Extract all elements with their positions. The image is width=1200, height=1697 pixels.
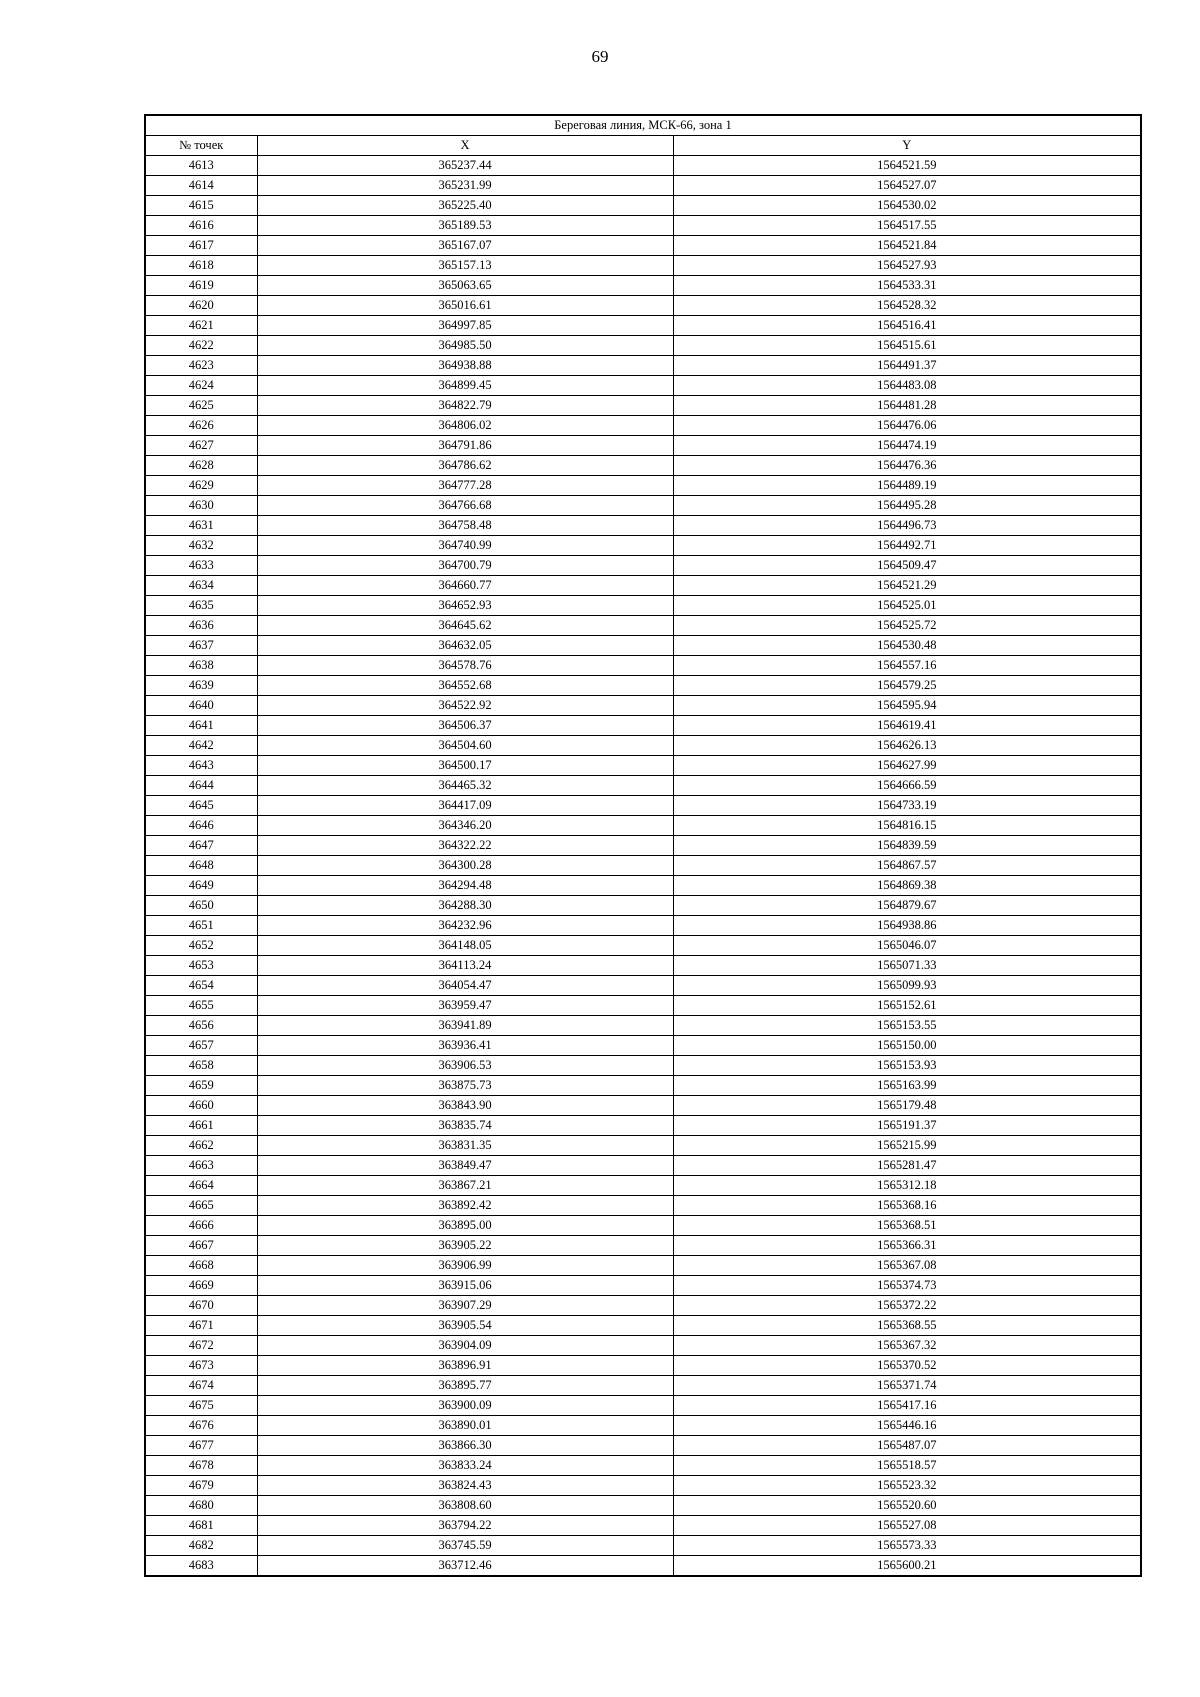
cell-y: 1564521.29: [673, 576, 1141, 596]
cell-point-number: 4624: [145, 376, 257, 396]
cell-x: 363745.59: [257, 1536, 673, 1556]
cell-y: 1564491.37: [673, 356, 1141, 376]
table-row: [145, 1296, 1141, 1316]
cell-y: 1564515.61: [673, 336, 1141, 356]
column-header-y: Y: [673, 136, 1141, 156]
cell-y: 1564733.19: [673, 796, 1141, 816]
cell-x: 363892.42: [257, 1196, 673, 1216]
cell-y: 1564521.84: [673, 236, 1141, 256]
cell-y: 1564595.94: [673, 696, 1141, 716]
cell-x: 364054.47: [257, 976, 673, 996]
cell-y: 1565215.99: [673, 1136, 1141, 1156]
cell-y: 1565153.93: [673, 1056, 1141, 1076]
cell-y: 1564489.19: [673, 476, 1141, 496]
table-body: [145, 156, 1141, 1577]
cell-y: 1564666.59: [673, 776, 1141, 796]
cell-x: 365063.65: [257, 276, 673, 296]
cell-x: 364148.05: [257, 936, 673, 956]
table-title-row: [145, 115, 1141, 136]
cell-x: 364322.22: [257, 836, 673, 856]
table-row: [145, 1536, 1141, 1556]
cell-x: 363867.21: [257, 1176, 673, 1196]
cell-point-number: 4665: [145, 1196, 257, 1216]
table-row: [145, 276, 1141, 296]
cell-point-number: 4680: [145, 1496, 257, 1516]
table-row: [145, 1176, 1141, 1196]
cell-point-number: 4664: [145, 1176, 257, 1196]
cell-point-number: 4678: [145, 1456, 257, 1476]
cell-x: 363959.47: [257, 996, 673, 1016]
cell-x: 364985.50: [257, 336, 673, 356]
cell-point-number: 4651: [145, 916, 257, 936]
cell-y: 1565312.18: [673, 1176, 1141, 1196]
table-row: [145, 316, 1141, 336]
cell-y: 1564495.28: [673, 496, 1141, 516]
cell-point-number: 4627: [145, 436, 257, 456]
table-row: [145, 1396, 1141, 1416]
cell-y: 1564525.01: [673, 596, 1141, 616]
cell-x: 364645.62: [257, 616, 673, 636]
table-row: [145, 1076, 1141, 1096]
cell-point-number: 4634: [145, 576, 257, 596]
cell-y: 1565046.07: [673, 936, 1141, 956]
cell-x: 364113.24: [257, 956, 673, 976]
cell-y: 1564525.72: [673, 616, 1141, 636]
cell-y: 1564626.13: [673, 736, 1141, 756]
table-row: [145, 1336, 1141, 1356]
cell-x: 363896.91: [257, 1356, 673, 1376]
cell-x: 363904.09: [257, 1336, 673, 1356]
cell-y: 1565417.16: [673, 1396, 1141, 1416]
cell-point-number: 4657: [145, 1036, 257, 1056]
cell-y: 1565179.48: [673, 1096, 1141, 1116]
cell-y: 1565368.51: [673, 1216, 1141, 1236]
cell-point-number: 4668: [145, 1256, 257, 1276]
cell-y: 1564879.67: [673, 896, 1141, 916]
cell-y: 1564530.02: [673, 196, 1141, 216]
cell-y: 1564867.57: [673, 856, 1141, 876]
table-row: [145, 916, 1141, 936]
cell-x: 363794.22: [257, 1516, 673, 1536]
table-row: [145, 216, 1141, 236]
table-row: [145, 1036, 1141, 1056]
table-row: [145, 716, 1141, 736]
cell-y: 1564517.55: [673, 216, 1141, 236]
cell-y: 1565366.31: [673, 1236, 1141, 1256]
cell-point-number: 4659: [145, 1076, 257, 1096]
cell-y: 1564509.47: [673, 556, 1141, 576]
cell-x: 364578.76: [257, 656, 673, 676]
cell-point-number: 4615: [145, 196, 257, 216]
cell-point-number: 4636: [145, 616, 257, 636]
table-row: [145, 956, 1141, 976]
cell-point-number: 4656: [145, 1016, 257, 1036]
cell-x: 364294.48: [257, 876, 673, 896]
cell-y: 1564530.48: [673, 636, 1141, 656]
cell-x: 365237.44: [257, 156, 673, 176]
cell-point-number: 4619: [145, 276, 257, 296]
cell-y: 1565150.00: [673, 1036, 1141, 1056]
cell-y: 1565600.21: [673, 1556, 1141, 1577]
cell-x: 364700.79: [257, 556, 673, 576]
cell-x: 363905.22: [257, 1236, 673, 1256]
table-row: [145, 1456, 1141, 1476]
cell-point-number: 4669: [145, 1276, 257, 1296]
cell-y: 1564627.99: [673, 756, 1141, 776]
cell-point-number: 4643: [145, 756, 257, 776]
cell-x: 364938.88: [257, 356, 673, 376]
cell-y: 1565191.37: [673, 1116, 1141, 1136]
table-row: [145, 296, 1141, 316]
cell-point-number: 4616: [145, 216, 257, 236]
table-row: [145, 1316, 1141, 1336]
table-row: [145, 856, 1141, 876]
cell-x: 364758.48: [257, 516, 673, 536]
cell-x: 364552.68: [257, 676, 673, 696]
cell-x: 365157.13: [257, 256, 673, 276]
table-row: [145, 1136, 1141, 1156]
table-row: [145, 336, 1141, 356]
cell-y: 1564474.19: [673, 436, 1141, 456]
cell-x: 364500.17: [257, 756, 673, 776]
table-row: [145, 1556, 1141, 1577]
table-row: [145, 1196, 1141, 1216]
cell-x: 363712.46: [257, 1556, 673, 1577]
cell-x: 363843.90: [257, 1096, 673, 1116]
cell-x: 364822.79: [257, 396, 673, 416]
table-row: [145, 376, 1141, 396]
cell-point-number: 4650: [145, 896, 257, 916]
cell-point-number: 4613: [145, 156, 257, 176]
table-row: [145, 836, 1141, 856]
page-number: 69: [591, 47, 609, 66]
cell-point-number: 4673: [145, 1356, 257, 1376]
cell-y: 1564527.93: [673, 256, 1141, 276]
cell-x: 364786.62: [257, 456, 673, 476]
table-row: [145, 1156, 1141, 1176]
table-row: [145, 1096, 1141, 1116]
cell-point-number: 4649: [145, 876, 257, 896]
cell-x: 364660.77: [257, 576, 673, 596]
table-row: [145, 796, 1141, 816]
table-row: [145, 416, 1141, 436]
cell-point-number: 4633: [145, 556, 257, 576]
cell-x: 363906.53: [257, 1056, 673, 1076]
cell-x: 365016.61: [257, 296, 673, 316]
cell-y: 1565368.55: [673, 1316, 1141, 1336]
table-header-row: [145, 136, 1141, 156]
table-row: [145, 876, 1141, 896]
table-row: [145, 456, 1141, 476]
cell-x: 364417.09: [257, 796, 673, 816]
cell-point-number: 4638: [145, 656, 257, 676]
cell-x: 364777.28: [257, 476, 673, 496]
table-row: [145, 1236, 1141, 1256]
cell-x: 363936.41: [257, 1036, 673, 1056]
cell-y: 1564869.38: [673, 876, 1141, 896]
table-row: [145, 816, 1141, 836]
cell-y: 1564476.36: [673, 456, 1141, 476]
cell-point-number: 4683: [145, 1556, 257, 1577]
cell-x: 363824.43: [257, 1476, 673, 1496]
table-row: [145, 1436, 1141, 1456]
cell-point-number: 4645: [145, 796, 257, 816]
cell-x: 363895.00: [257, 1216, 673, 1236]
table-row: [145, 736, 1141, 756]
cell-point-number: 4637: [145, 636, 257, 656]
cell-point-number: 4682: [145, 1536, 257, 1556]
cell-point-number: 4654: [145, 976, 257, 996]
table-row: [145, 1016, 1141, 1036]
cell-y: 1564481.28: [673, 396, 1141, 416]
cell-point-number: 4667: [145, 1236, 257, 1256]
cell-x: 363866.30: [257, 1436, 673, 1456]
table-row: [145, 896, 1141, 916]
cell-point-number: 4648: [145, 856, 257, 876]
table-row: [145, 1276, 1141, 1296]
cell-point-number: 4676: [145, 1416, 257, 1436]
cell-y: 1565520.60: [673, 1496, 1141, 1516]
table-row: [145, 1516, 1141, 1536]
cell-y: 1565372.22: [673, 1296, 1141, 1316]
cell-point-number: 4629: [145, 476, 257, 496]
cell-point-number: 4614: [145, 176, 257, 196]
cell-point-number: 4661: [145, 1116, 257, 1136]
cell-point-number: 4660: [145, 1096, 257, 1116]
cell-y: 1564839.59: [673, 836, 1141, 856]
cell-point-number: 4626: [145, 416, 257, 436]
cell-point-number: 4621: [145, 316, 257, 336]
cell-x: 364504.60: [257, 736, 673, 756]
cell-x: 364522.92: [257, 696, 673, 716]
cell-point-number: 4662: [145, 1136, 257, 1156]
table-row: [145, 176, 1141, 196]
cell-x: 364791.86: [257, 436, 673, 456]
table-row: [145, 236, 1141, 256]
cell-point-number: 4641: [145, 716, 257, 736]
cell-y: 1564557.16: [673, 656, 1141, 676]
cell-x: 363849.47: [257, 1156, 673, 1176]
table-row: [145, 616, 1141, 636]
cell-x: 363900.09: [257, 1396, 673, 1416]
table-row: [145, 556, 1141, 576]
cell-y: 1564516.41: [673, 316, 1141, 336]
cell-x: 363907.29: [257, 1296, 673, 1316]
cell-point-number: 4617: [145, 236, 257, 256]
cell-x: 363895.77: [257, 1376, 673, 1396]
cell-point-number: 4620: [145, 296, 257, 316]
table-row: [145, 656, 1141, 676]
table-row: [145, 776, 1141, 796]
column-header-x: X: [257, 136, 673, 156]
table-row: [145, 1476, 1141, 1496]
cell-x: 364232.96: [257, 916, 673, 936]
table-row: [145, 256, 1141, 276]
cell-x: 365167.07: [257, 236, 673, 256]
table-row: [145, 496, 1141, 516]
cell-point-number: 4642: [145, 736, 257, 756]
table-row: [145, 1216, 1141, 1236]
cell-point-number: 4644: [145, 776, 257, 796]
cell-x: 363905.54: [257, 1316, 673, 1336]
cell-y: 1565099.93: [673, 976, 1141, 996]
cell-x: 365189.53: [257, 216, 673, 236]
table-row: [145, 996, 1141, 1016]
cell-y: 1565370.52: [673, 1356, 1141, 1376]
cell-x: 364506.37: [257, 716, 673, 736]
table-row: [145, 436, 1141, 456]
table-row: [145, 1116, 1141, 1136]
cell-point-number: 4675: [145, 1396, 257, 1416]
cell-y: 1565374.73: [673, 1276, 1141, 1296]
cell-point-number: 4647: [145, 836, 257, 856]
table-row: [145, 1376, 1141, 1396]
table-row: [145, 1496, 1141, 1516]
cell-y: 1564533.31: [673, 276, 1141, 296]
cell-y: 1564528.32: [673, 296, 1141, 316]
cell-point-number: 4618: [145, 256, 257, 276]
cell-point-number: 4635: [145, 596, 257, 616]
cell-x: 363831.35: [257, 1136, 673, 1156]
cell-point-number: 4630: [145, 496, 257, 516]
cell-point-number: 4658: [145, 1056, 257, 1076]
cell-point-number: 4681: [145, 1516, 257, 1536]
cell-x: 364346.20: [257, 816, 673, 836]
cell-x: 363835.74: [257, 1116, 673, 1136]
cell-y: 1564496.73: [673, 516, 1141, 536]
cell-point-number: 4628: [145, 456, 257, 476]
cell-x: 364899.45: [257, 376, 673, 396]
table-row: [145, 1056, 1141, 1076]
cell-point-number: 4674: [145, 1376, 257, 1396]
cell-y: 1565371.74: [673, 1376, 1141, 1396]
cell-y: 1565368.16: [673, 1196, 1141, 1216]
cell-point-number: 4631: [145, 516, 257, 536]
table-row: [145, 596, 1141, 616]
cell-x: 364652.93: [257, 596, 673, 616]
cell-y: 1565281.47: [673, 1156, 1141, 1176]
cell-point-number: 4622: [145, 336, 257, 356]
table-row: [145, 756, 1141, 776]
cell-y: 1565367.08: [673, 1256, 1141, 1276]
cell-point-number: 4652: [145, 936, 257, 956]
cell-y: 1564492.71: [673, 536, 1141, 556]
cell-x: 364288.30: [257, 896, 673, 916]
table-row: [145, 1256, 1141, 1276]
table-row: [145, 976, 1141, 996]
cell-point-number: 4672: [145, 1336, 257, 1356]
cell-y: 1565518.57: [673, 1456, 1141, 1476]
table-row: [145, 636, 1141, 656]
table-row: [145, 516, 1141, 536]
cell-point-number: 4670: [145, 1296, 257, 1316]
table-row: [145, 1416, 1141, 1436]
cell-point-number: 4663: [145, 1156, 257, 1176]
cell-x: 363875.73: [257, 1076, 673, 1096]
cell-x: 365231.99: [257, 176, 673, 196]
cell-x: 364740.99: [257, 536, 673, 556]
column-header-point-number: № точек: [145, 136, 257, 156]
table-row: [145, 536, 1141, 556]
cell-y: 1565523.32: [673, 1476, 1141, 1496]
table-row: [145, 476, 1141, 496]
cell-y: 1564476.06: [673, 416, 1141, 436]
cell-y: 1564579.25: [673, 676, 1141, 696]
cell-x: 363833.24: [257, 1456, 673, 1476]
cell-y: 1565163.99: [673, 1076, 1141, 1096]
cell-point-number: 4646: [145, 816, 257, 836]
cell-x: 363808.60: [257, 1496, 673, 1516]
cell-y: 1564619.41: [673, 716, 1141, 736]
table-title: Береговая линия, МСК-66, зона 1: [145, 115, 1141, 136]
table-row: [145, 576, 1141, 596]
cell-point-number: 4655: [145, 996, 257, 1016]
cell-x: 364465.32: [257, 776, 673, 796]
cell-point-number: 4677: [145, 1436, 257, 1456]
cell-x: 363915.06: [257, 1276, 673, 1296]
cell-point-number: 4666: [145, 1216, 257, 1236]
cell-point-number: 4639: [145, 676, 257, 696]
cell-point-number: 4625: [145, 396, 257, 416]
cell-y: 1565367.32: [673, 1336, 1141, 1356]
cell-point-number: 4632: [145, 536, 257, 556]
cell-x: 363941.89: [257, 1016, 673, 1036]
cell-x: 365225.40: [257, 196, 673, 216]
table-row: [145, 356, 1141, 376]
cell-point-number: 4623: [145, 356, 257, 376]
table-row: [145, 696, 1141, 716]
cell-y: 1564483.08: [673, 376, 1141, 396]
cell-y: 1565071.33: [673, 956, 1141, 976]
table-row: [145, 1356, 1141, 1376]
cell-x: 364300.28: [257, 856, 673, 876]
cell-point-number: 4679: [145, 1476, 257, 1496]
cell-y: 1564521.59: [673, 156, 1141, 176]
cell-x: 364997.85: [257, 316, 673, 336]
cell-x: 363906.99: [257, 1256, 673, 1276]
cell-y: 1565152.61: [673, 996, 1141, 1016]
cell-point-number: 4653: [145, 956, 257, 976]
cell-point-number: 4640: [145, 696, 257, 716]
cell-x: 364766.68: [257, 496, 673, 516]
table-row: [145, 196, 1141, 216]
table-row: [145, 156, 1141, 176]
cell-y: 1564938.86: [673, 916, 1141, 936]
coordinates-table: [144, 114, 1142, 1577]
cell-point-number: 4671: [145, 1316, 257, 1336]
cell-y: 1564527.07: [673, 176, 1141, 196]
cell-y: 1565573.33: [673, 1536, 1141, 1556]
cell-x: 364806.02: [257, 416, 673, 436]
cell-x: 364632.05: [257, 636, 673, 656]
cell-y: 1565487.07: [673, 1436, 1141, 1456]
cell-y: 1565527.08: [673, 1516, 1141, 1536]
table-row: [145, 936, 1141, 956]
table-row: [145, 676, 1141, 696]
cell-y: 1564816.15: [673, 816, 1141, 836]
cell-x: 363890.01: [257, 1416, 673, 1436]
cell-y: 1565446.16: [673, 1416, 1141, 1436]
cell-y: 1565153.55: [673, 1016, 1141, 1036]
table-row: [145, 396, 1141, 416]
